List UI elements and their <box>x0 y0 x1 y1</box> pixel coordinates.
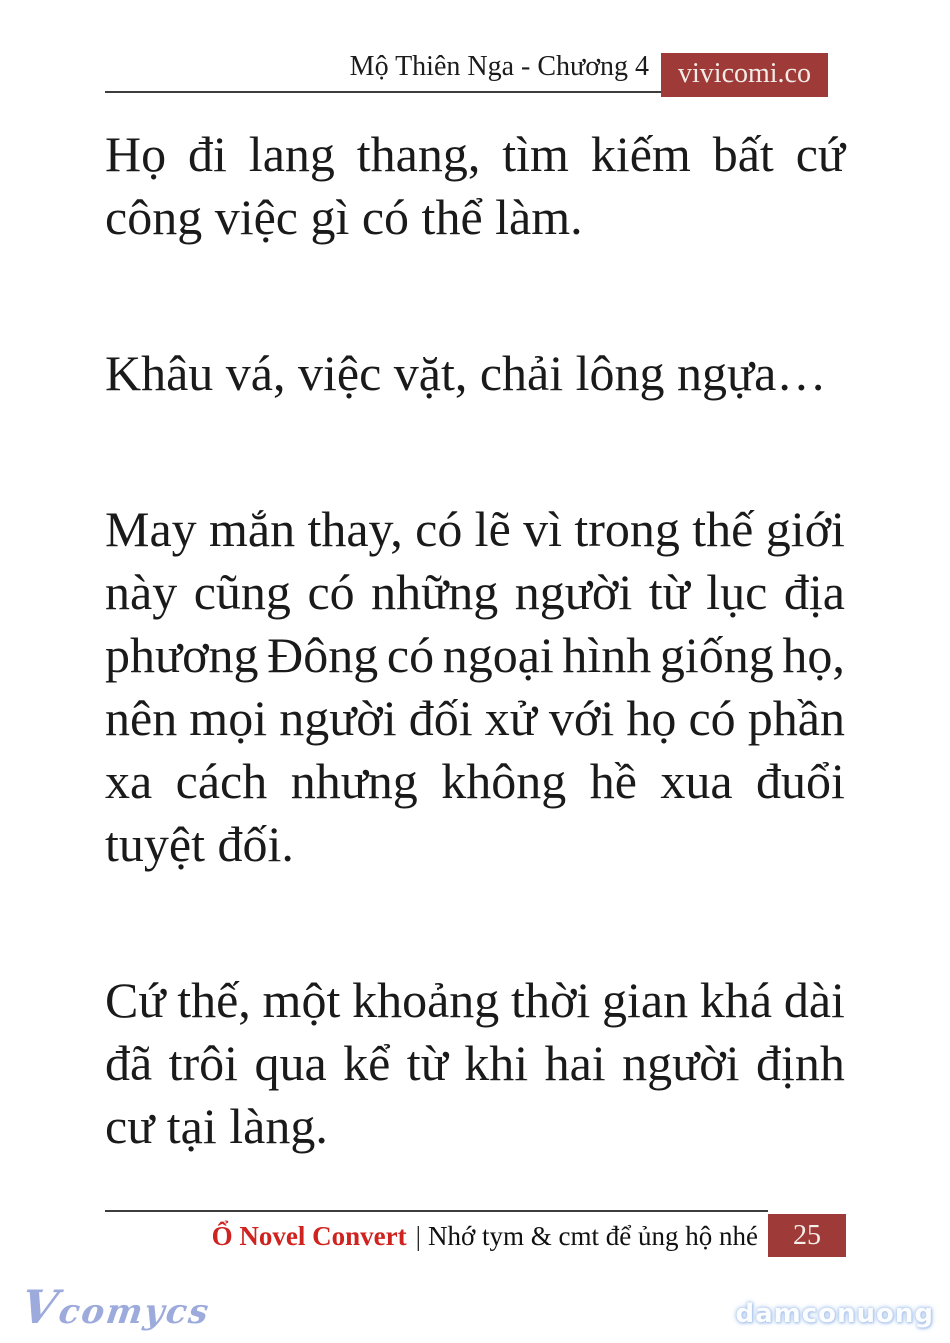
footer-separator: | <box>415 1221 421 1251</box>
page-header <box>105 53 828 93</box>
converter-brand: Ổ Novel Convert <box>211 1221 407 1251</box>
text-line: tuyệt đối. <box>105 816 294 872</box>
footer-note: Nhớ tym & cmt để ủng hộ nhé <box>428 1221 758 1251</box>
chapter-title: Mộ Thiên Nga - Chương 4 <box>105 53 661 93</box>
damconuong-watermark: damconuong <box>735 1299 934 1329</box>
text-line: công việc gì có thể làm. <box>105 189 583 245</box>
paragraph <box>105 123 845 249</box>
paragraph <box>105 498 845 876</box>
text-line: phương Đông có ngoại hình giống họ, <box>105 627 845 683</box>
text-line: xa cách nhưng không hề xua đuổi <box>105 753 845 809</box>
page-footer <box>105 1210 846 1257</box>
text-line: này cũng có những người từ lục địa <box>105 564 845 620</box>
paragraph <box>105 342 845 405</box>
vcomycs-watermark-logo: Vcomycs <box>18 1280 213 1334</box>
footer-credit-line <box>105 1210 768 1252</box>
page-number-badge: 25 <box>768 1214 846 1257</box>
text-line: Cứ thế, một khoảng thời gian khá dài <box>105 972 845 1028</box>
text-line: Họ đi lang thang, tìm kiếm bất cứ <box>105 126 845 182</box>
text-line: cư tại làng. <box>105 1098 328 1154</box>
text-line: Khâu vá, việc vặt, chải lông ngựa… <box>105 345 827 401</box>
paragraph <box>105 969 845 1158</box>
chapter-text <box>105 123 845 1158</box>
text-line: nên mọi người đối xử với họ có phần <box>105 690 845 746</box>
site-badge: vivicomi.co <box>661 53 828 97</box>
text-line: đã trôi qua kể từ khi hai người định <box>105 1035 845 1091</box>
text-line: May mắn thay, có lẽ vì trong thế giới <box>105 501 845 557</box>
